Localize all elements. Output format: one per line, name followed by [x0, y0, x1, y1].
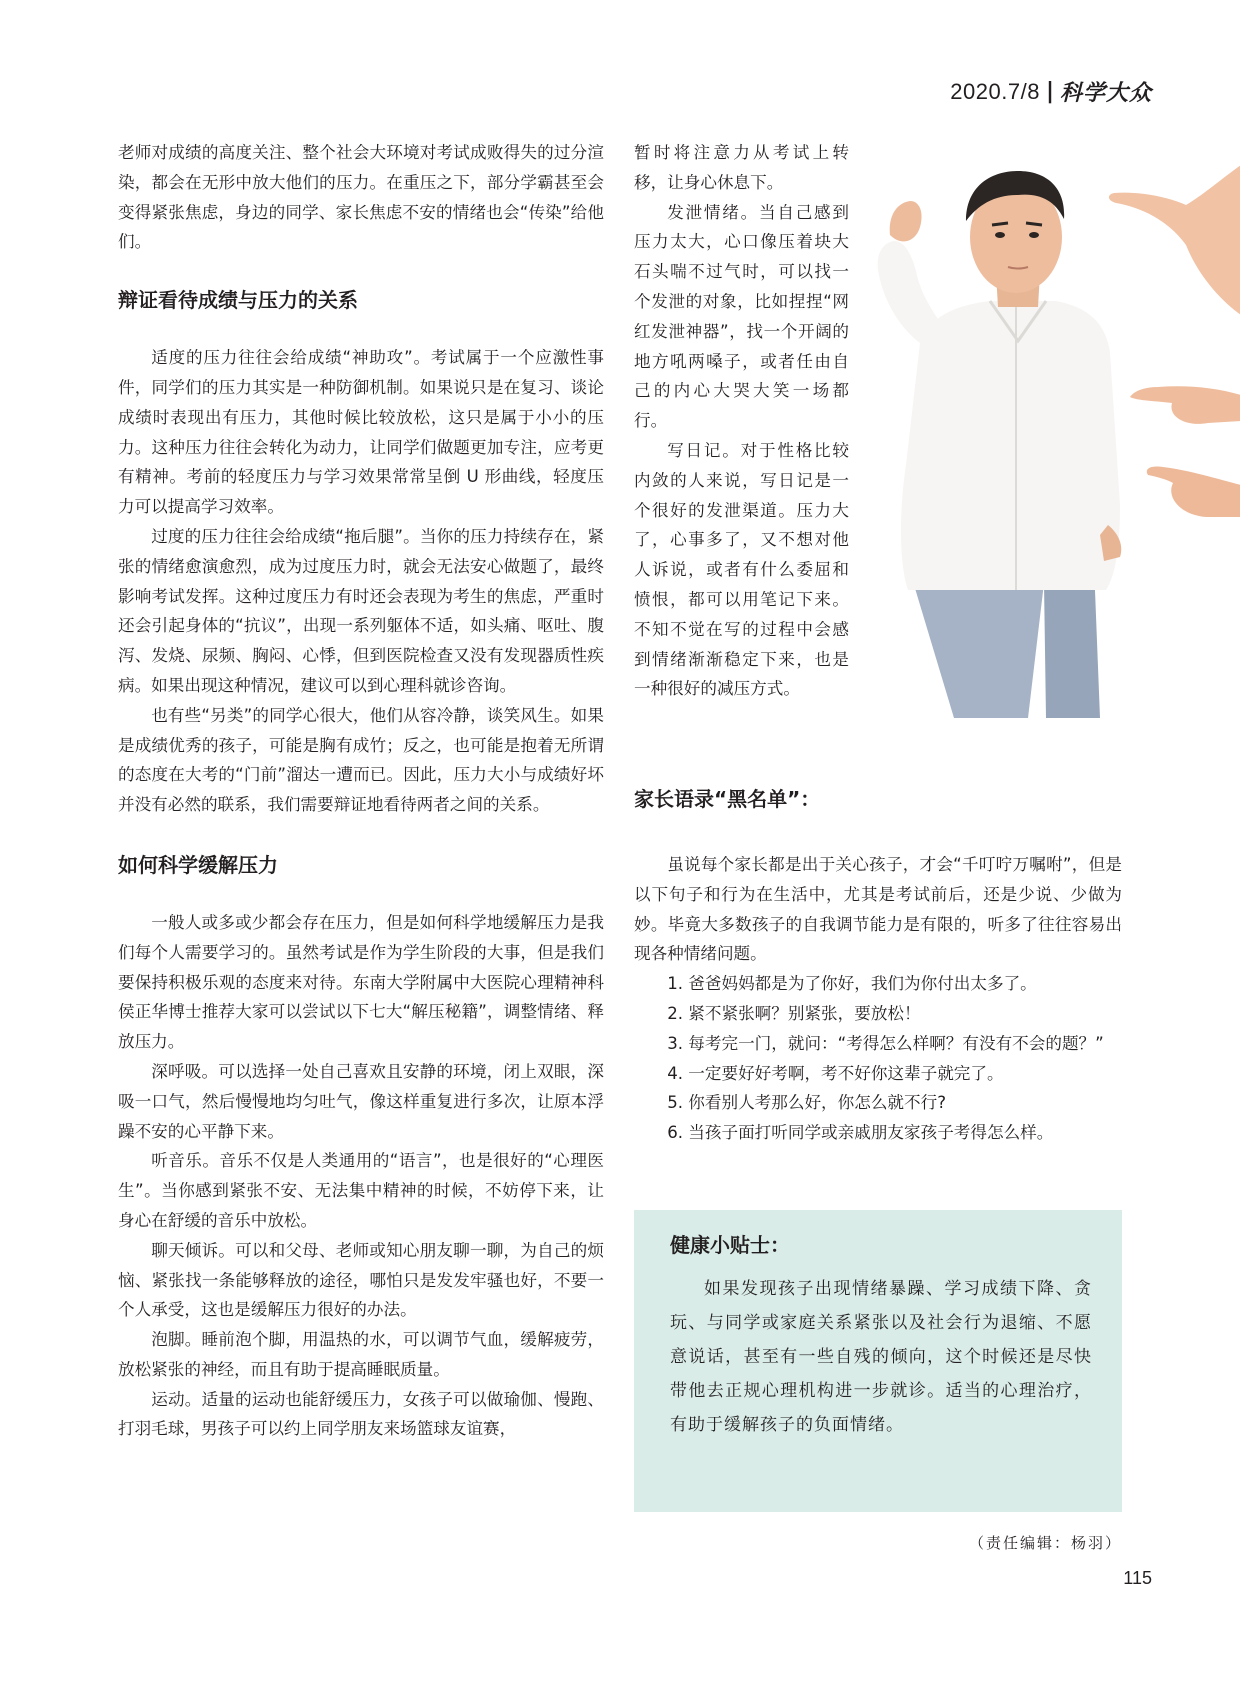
editor-credit: （责任编辑：杨羽） [968, 1534, 1122, 1552]
page-number: 115 [1123, 1568, 1152, 1588]
paragraph-other-students: 也有些“另类”的同学心很大，他们从容冷静，谈笑风生。如果是成绩优秀的孩子，可能是胸有成竹；反之，也可能是抱着无所谓的态度在大考的“门前”溜达一遭而已。因此，压力大小与成绩好坏并没有必然的联系，我们需要辩证地看待两者之间的关系。 [118, 705, 604, 815]
health-tip-title: 健康小贴士： [670, 1233, 790, 1257]
page-header [950, 76, 1152, 107]
paragraph-blacklist-intro: 虽说每个家长都是出于关心孩子，才会“千叮咛万嘱咐”，但是以下句子和行为在生活中，尤其是考试前后，还是少说、少做为妙。毕竟大多数孩子的自我调节能力是有限的，听多了往往容易出现各种情绪问题。 [634, 855, 1122, 964]
paragraph-moderate-pressure: 适度的压力往往会给成绩“神助攻”。考试属于一个应激性事件，同学们的压力其实是一种防御机制。如果说只是在复习、谈论成绩时表现出有压力，其他时候比较放松，这只是属于小小的压力。这种压力往往会转化为动力，让同学们做题更加专注，应考更有精神。考前的轻度压力与学习效果常常呈倒 U 形曲线，轻度压力可以提高学习效率。 [118, 348, 604, 517]
middle-column [634, 138, 849, 704]
intro-paragraph: 老师对成绩的高度关注、整个社会大环境对考试成败得失的过分渲染，都会在无形中放大他们的压力。在重压之下，部分学霸甚至会变得紧张焦虑，身边的同学、家长焦虑不安的情绪也会“传染”给他们。 [118, 143, 604, 252]
paragraph-foot-bath: 泡脚。睡前泡个脚，用温热的水，可以调节气血，缓解疲劳，放松紧张的神经，而且有助于提高睡眠质量。 [118, 1330, 604, 1379]
magazine-logo: 科学大众 [1059, 80, 1152, 106]
list-item: 2. 紧不紧张啊？别紧张，要放松！ [667, 1003, 921, 1023]
paragraph-chat: 聊天倾诉。可以和父母、老师或知心朋友聊一聊，为自己的烦恼、紧张找一条能够释放的途径，哪怕只是发发牢骚也好，不要一个人承受，这也是缓解压力很好的办法。 [118, 1240, 604, 1320]
paragraph-diary: 写日记。对于性格比较内敛的人来说，写日记是一个很好的发泄渠道。压力大了，心事多了，又不想对他人诉说，或者有什么委屈和愤恨，都可以用笔记下来。不知不觉在写的过程中会感到情绪渐渐稳定下来，也是一种很好的减压方式。 [634, 440, 849, 699]
paragraph-sport: 运动。适量的运动也能舒缓压力，女孩子可以做瑜伽、慢跑、打羽毛球，男孩子可以约上同学朋友来场篮球友谊赛， [118, 1389, 604, 1439]
list-item: 3. 每考完一门，就问：“考得怎么样啊？有没有不会的题？” [667, 1033, 1104, 1053]
header-separator: | [1045, 79, 1054, 104]
left-column [118, 138, 604, 1444]
paragraph-excessive-pressure: 过度的压力往往会给成绩“拖后腿”。当你的压力持续存在，紧张的情绪愈演愈烈，成为过度压力时，就会无法安心做题了，最终影响考试发挥。这种过度压力有时还会表现为考生的焦虑，严重时还会引起身体的“抗议”，出现一系列躯体不适，如头痛、呕吐、腹泻、发烧、尿频、胸闷、心悸，但到医院检查又没有发现器质性疾病。如果出现这种情况，建议可以到心理科就诊咨询。 [118, 526, 604, 695]
list-item: 1. 爸爸妈妈都是为了你好，我们为你付出太多了。 [667, 974, 1037, 994]
paragraph-deep-breath: 深呼吸。可以选择一处自己喜欢且安静的环境，闭上双眼，深吸一口气，然后慢慢地均匀吐气，像这样重复进行多次，让原本浮躁不安的心平静下来。 [118, 1061, 604, 1141]
health-tip-body: 如果发现孩子出现情绪暴躁、学习成绩下降、贪玩、与同学或家庭关系紧张以及社会行为退缩、不愿意说话，甚至有一些自残的倾向，这个时候还是尽快带他去正规心理机构进一步就诊。适当的心理治疗，有助于缓解孩子的负面情绪。 [670, 1279, 1092, 1435]
section-heading-relieve: 如何科学缓解压力 [118, 852, 278, 877]
list-item: 6. 当孩子面打听同学或亲戚朋友家孩子考得怎么样。 [667, 1123, 1054, 1143]
stressed-student-photo [868, 165, 1240, 718]
right-column [634, 784, 1122, 1148]
paragraph-general: 一般人或多或少都会存在压力，但是如何科学地缓解压力是我们每个人需要学习的。虽然考试是作为学生阶段的大事，但是我们要保持积极乐观的态度来对待。东南大学附属中大医院心理精神科侯正华博士推荐大家可以尝试以下七大“解压秘籍”，调整情绪、释放压力。 [118, 912, 604, 1052]
list-item: 4. 一定要好好考啊，考不好你这辈子就完了。 [667, 1063, 1004, 1083]
health-tip-box [634, 1210, 1122, 1512]
paragraph-continued: 暂时将注意力从考试上转移，让身心休息下。 [634, 143, 849, 192]
paragraph-vent: 发泄情绪。当自己感到压力太大，心口像压着块大石头喘不过气时，可以找一个发泄的对象，比如捏捏“网红发泄神器”，找一个开阔的地方吼两嗓子，或者任由自己的内心大哭大笑一场都行。 [634, 202, 849, 431]
issue-date: 2020.7/8 [950, 78, 1040, 104]
list-item: 5. 你看别人考那么好，你怎么就不行? [667, 1093, 947, 1113]
paragraph-music: 听音乐。音乐不仅是人类通用的“语言”，也是很好的“心理医生”。当你感到紧张不安、无法集中精神的时候，不妨停下来，让身心在舒缓的音乐中放松。 [118, 1151, 604, 1230]
section-heading-blacklist: 家长语录“黑名单”： [634, 787, 821, 811]
section-heading-dialectic: 辩证看待成绩与压力的关系 [118, 288, 358, 313]
